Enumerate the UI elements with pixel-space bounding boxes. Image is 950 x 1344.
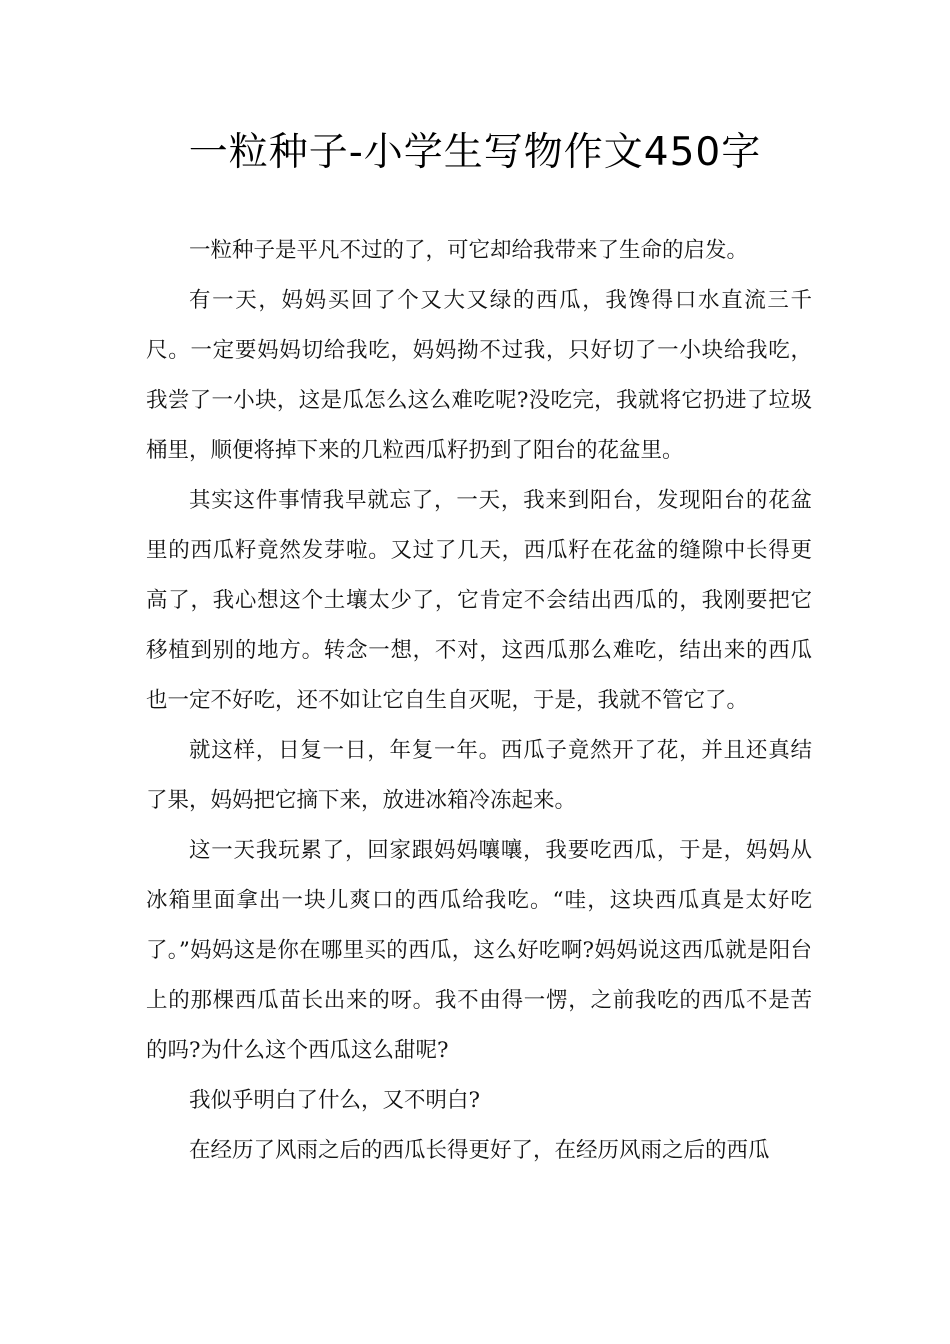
paragraph: 这一天我玩累了，回家跟妈妈嚷嚷，我要吃西瓜，于是，妈妈从冰箱里面拿出一块儿爽口的西瓜给我吃。“哇，这块西瓜真是太好吃了。”妈妈这是你在哪里买的西瓜，这么好吃啊?妈妈说这西瓜就是阳台上的那棵西瓜苗长出来的呀。我不由得一愣，之前我吃的西瓜不是苦的吗?为什么这个西瓜这么甜呢? bbox=[146, 838, 812, 1063]
paragraph: 我似乎明白了什么，又不明白? bbox=[189, 1088, 481, 1113]
paragraph: 在经历了风雨之后的西瓜长得更好了，在经历风雨之后的西瓜 bbox=[189, 1138, 770, 1163]
document-title: 一粒种子-小学生写物作文450字 bbox=[188, 130, 762, 175]
paragraph: 一粒种子是平凡不过的了，可它却给我带来了生命的启发。 bbox=[189, 238, 749, 263]
paragraph: 其实这件事情我早就忘了，一天，我来到阳台，发现阳台的花盆里的西瓜籽竟然发芽啦。又过了几天，西瓜籽在花盆的缝隙中长得更高了，我心想这个土壤太少了，它肯定不会结出西瓜的，我刚要把它移植到别的地方。转念一想，不对，这西瓜那么难吃，结出来的西瓜也一定不好吃，还不如让它自生自灭呢，于是，我就不管它了。 bbox=[146, 488, 812, 713]
document-body bbox=[146, 226, 812, 1176]
paragraph: 就这样，日复一日，年复一年。西瓜子竟然开了花，并且还真结了果，妈妈把它摘下来，放进冰箱冷冻起来。 bbox=[146, 738, 812, 813]
paragraph: 有一天，妈妈买回了个又大又绿的西瓜，我馋得口水直流三千尺。一定要妈妈切给我吃，妈妈拗不过我，只好切了一小块给我吃，我尝了一小块，这是瓜怎么这么难吃呢?没吃完，我就将它扔进了垃圾桶里，顺便将掉下来的几粒西瓜籽扔到了阳台的花盆里。 bbox=[146, 288, 812, 463]
